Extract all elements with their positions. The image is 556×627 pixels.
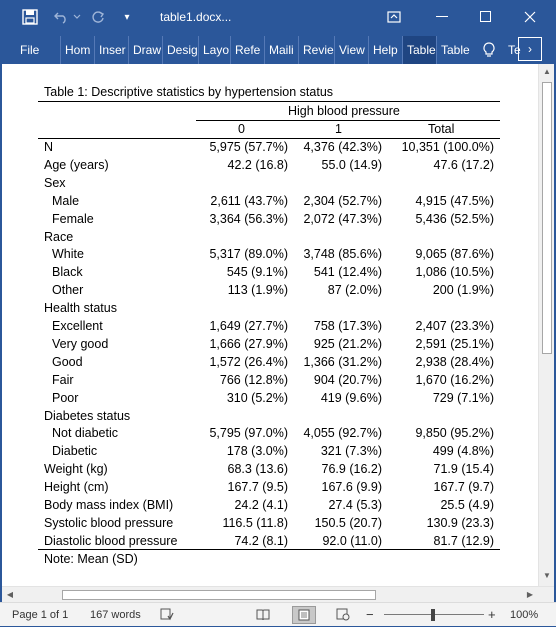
- minimize-icon[interactable]: [424, 0, 460, 34]
- table-row: [38, 335, 500, 353]
- table-bottom-rule: [38, 549, 500, 550]
- cell-value: 9,850 (95.2%): [415, 426, 494, 441]
- row-label: Black: [52, 265, 83, 280]
- scroll-up-arrow-icon[interactable]: ▲: [543, 67, 551, 76]
- row-label: Not diabetic: [52, 426, 119, 441]
- tab-view[interactable]: View: [334, 36, 368, 64]
- row-label: White: [52, 247, 84, 262]
- tab-design[interactable]: Desig: [162, 36, 198, 64]
- table-caption: Table 1: Descriptive statistics by hypertension status: [44, 85, 334, 99]
- tab-file[interactable]: File: [20, 43, 40, 57]
- table-row: [38, 424, 500, 442]
- cell-value: 1,572 (26.4%): [209, 354, 288, 369]
- row-label: Female: [52, 211, 94, 226]
- cell-value: 419 (9.6%): [320, 390, 382, 405]
- cell-value: 113 (1.9%): [227, 283, 288, 298]
- table-row: [38, 210, 500, 228]
- row-label: Very good: [52, 336, 109, 351]
- table-row: [38, 478, 500, 496]
- cell-value: 81.7 (12.9): [433, 533, 494, 548]
- cell-value: 116.5 (11.8): [222, 515, 288, 530]
- col-header-1: 1: [335, 122, 342, 136]
- scroll-down-arrow-icon[interactable]: ▼: [543, 571, 551, 580]
- cell-value: 167.7 (9.5): [227, 480, 288, 495]
- col-header-total: Total: [428, 122, 455, 136]
- cell-value: 4,915 (47.5%): [415, 193, 494, 208]
- row-label: Body mass index (BMI): [44, 498, 174, 512]
- undo-icon[interactable]: [50, 0, 72, 34]
- cell-value: 2,591 (25.1%): [415, 336, 494, 351]
- word-count[interactable]: 167 words: [90, 609, 141, 621]
- title-bar: [0, 0, 556, 34]
- cell-value: 55.0 (14.9): [321, 157, 382, 172]
- window-title: table1.docx...: [160, 10, 232, 24]
- col-header-0: 0: [238, 122, 245, 136]
- cell-value: 3,364 (56.3%): [209, 211, 288, 226]
- cell-value: 1,649 (27.7%): [209, 319, 288, 333]
- cell-value: 1,086 (10.5%): [415, 265, 494, 280]
- ribbon-display-options-icon[interactable]: [380, 0, 408, 34]
- document-page: [2, 64, 538, 586]
- cell-value: 71.9 (15.4): [433, 462, 494, 477]
- table-row: [38, 389, 500, 407]
- table-row: [38, 138, 500, 156]
- cell-value: 766 (12.8%): [219, 372, 288, 387]
- cell-value: 321 (7.3%): [320, 444, 382, 459]
- table-row: [38, 192, 500, 210]
- cell-value: 68.3 (13.6): [227, 462, 288, 477]
- cell-value: 47.6 (17.2): [433, 157, 494, 172]
- horizontal-scroll-thumb[interactable]: [62, 590, 376, 600]
- table-row: [38, 371, 500, 389]
- tab-draw[interactable]: Draw: [128, 36, 162, 64]
- table-row: [38, 532, 500, 550]
- cell-value: 167.7 (9.7): [433, 480, 494, 495]
- web-layout-icon[interactable]: [336, 608, 350, 621]
- maximize-icon[interactable]: [468, 0, 504, 34]
- vertical-scrollbar[interactable]: [538, 64, 554, 586]
- cell-value: 9,065 (87.6%): [415, 247, 494, 262]
- cell-value: 5,317 (89.0%): [209, 247, 288, 262]
- cell-value: 178 (3.0%): [226, 444, 288, 459]
- cell-value: 25.5 (4.9): [440, 498, 494, 512]
- table-row: [38, 299, 500, 317]
- row-label: Diabetic: [52, 444, 98, 459]
- cell-value: 4,376 (42.3%): [303, 140, 382, 154]
- tab-home[interactable]: Hom: [60, 36, 94, 64]
- row-label: Height (cm): [44, 480, 109, 495]
- cell-value: 541 (12.4%): [313, 265, 382, 280]
- cell-value: 2,938 (28.4%): [415, 354, 494, 369]
- cell-value: 2,072 (47.3%): [303, 211, 382, 226]
- cell-value: 4,055 (92.7%): [303, 426, 382, 441]
- row-label: Weight (kg): [44, 462, 108, 477]
- table-row: [38, 407, 500, 425]
- proofing-icon[interactable]: [160, 608, 174, 621]
- zoom-out-button[interactable]: −: [366, 607, 374, 622]
- cell-value: 150.5 (20.7): [314, 515, 382, 530]
- cell-value: 545 (9.1%): [226, 265, 288, 280]
- row-label: Good: [52, 354, 83, 369]
- horizontal-scrollbar[interactable]: [2, 586, 554, 602]
- row-label: Poor: [52, 390, 79, 405]
- table-row: [38, 156, 500, 174]
- cell-value: 87 (2.0%): [327, 283, 382, 298]
- cell-value: 76.9 (16.2): [321, 462, 382, 477]
- cell-value: 130.9 (23.3): [426, 515, 494, 530]
- row-label: Other: [52, 283, 84, 298]
- save-icon[interactable]: [18, 0, 42, 34]
- cell-value: 42.2 (16.8): [227, 157, 288, 172]
- table-row: [38, 514, 500, 532]
- tab-review[interactable]: Revie: [298, 36, 334, 64]
- group-header: High blood pressure: [288, 104, 400, 118]
- cell-value: 10,351 (100.0%): [401, 140, 494, 154]
- zoom-in-button[interactable]: +: [488, 607, 496, 622]
- tab-references[interactable]: Refe: [230, 36, 264, 64]
- table-top-rule: [38, 101, 500, 102]
- cell-value: 2,407 (23.3%): [415, 319, 494, 333]
- table-note: Note: Mean (SD): [44, 552, 138, 566]
- table-row: [38, 460, 500, 478]
- table-row: [38, 442, 500, 460]
- row-label: Diabetes status: [44, 408, 131, 423]
- cell-value: 92.0 (11.0): [322, 533, 382, 548]
- cell-value: 2,611 (43.7%): [210, 193, 288, 208]
- row-label: Excellent: [52, 319, 103, 333]
- read-mode-icon[interactable]: [256, 608, 270, 621]
- vertical-scroll-thumb[interactable]: [542, 82, 552, 354]
- row-label: Sex: [44, 175, 66, 190]
- cell-value: 499 (4.8%): [432, 444, 494, 459]
- row-label: Health status: [44, 301, 117, 316]
- table-row: [38, 317, 500, 335]
- cell-value: 2,304 (52.7%): [303, 193, 382, 208]
- row-label: N: [44, 140, 54, 154]
- cell-value: 27.4 (5.3): [328, 498, 382, 512]
- table-row: [38, 263, 500, 281]
- row-label: Systolic blood pressure: [44, 515, 174, 530]
- page-count[interactable]: Page 1 of 1: [12, 609, 69, 621]
- cell-value: 5,795 (97.0%): [209, 426, 288, 441]
- cell-value: 1,666 (27.9%): [209, 336, 288, 351]
- table-row: [38, 228, 500, 246]
- table-row: [38, 245, 500, 263]
- tab-table-design[interactable]: Table: [402, 36, 436, 64]
- cell-value: 5,436 (52.5%): [415, 211, 494, 226]
- table-row: [38, 174, 500, 192]
- tab-table-layout[interactable]: Table: [436, 36, 470, 64]
- zoom-slider-thumb[interactable]: [431, 609, 435, 621]
- tab-layout[interactable]: Layo: [198, 36, 230, 64]
- cell-value: 758 (17.3%): [313, 319, 382, 333]
- cell-value: 74.2 (8.1): [234, 533, 288, 548]
- undo-dropdown-icon[interactable]: [72, 0, 82, 34]
- tab-help[interactable]: Help: [368, 36, 402, 64]
- ribbon-scroll-right-button[interactable]: ›: [518, 37, 542, 61]
- close-icon[interactable]: [512, 0, 548, 34]
- cell-value: 167.6 (9.9): [321, 480, 382, 495]
- scroll-left-arrow-icon[interactable]: ◀: [6, 590, 14, 599]
- cell-value: 310 (5.2%): [226, 390, 288, 405]
- row-label: Age (years): [44, 157, 109, 172]
- customize-qat-icon[interactable]: ▾: [124, 11, 130, 23]
- ribbon-tab-bar: [0, 34, 556, 64]
- cell-value: 729 (7.1%): [432, 390, 494, 405]
- cell-value: 925 (21.2%): [313, 336, 382, 351]
- tab-insert[interactable]: Inser: [94, 36, 128, 64]
- row-label: Fair: [52, 372, 74, 387]
- tab-team[interactable]: Te: [508, 43, 521, 57]
- cell-value: 1,366 (31.2%): [303, 354, 382, 369]
- document-area[interactable]: [2, 64, 538, 586]
- table-row: [38, 496, 500, 514]
- cell-value: 200 (1.9%): [432, 283, 494, 298]
- row-label: Diastolic blood pressure: [44, 533, 178, 548]
- cell-value: 3,748 (85.6%): [303, 247, 382, 262]
- tab-mailings[interactable]: Maili: [264, 36, 298, 64]
- scroll-right-arrow-icon[interactable]: ▶: [526, 590, 534, 599]
- redo-icon[interactable]: [88, 0, 108, 34]
- print-layout-icon[interactable]: [292, 606, 316, 624]
- cell-value: 1,670 (16.2%): [415, 372, 494, 387]
- cell-value: 24.2 (4.1): [234, 498, 288, 512]
- cell-value: 904 (20.7%): [313, 372, 382, 387]
- table-row: [38, 353, 500, 371]
- table-row: [38, 281, 500, 299]
- cell-value: 5,975 (57.7%): [209, 140, 288, 154]
- status-bar: [0, 602, 556, 626]
- row-label: Race: [44, 229, 74, 244]
- zoom-level[interactable]: 100%: [510, 609, 539, 621]
- lightbulb-icon[interactable]: [478, 36, 500, 64]
- row-label: Male: [52, 193, 80, 208]
